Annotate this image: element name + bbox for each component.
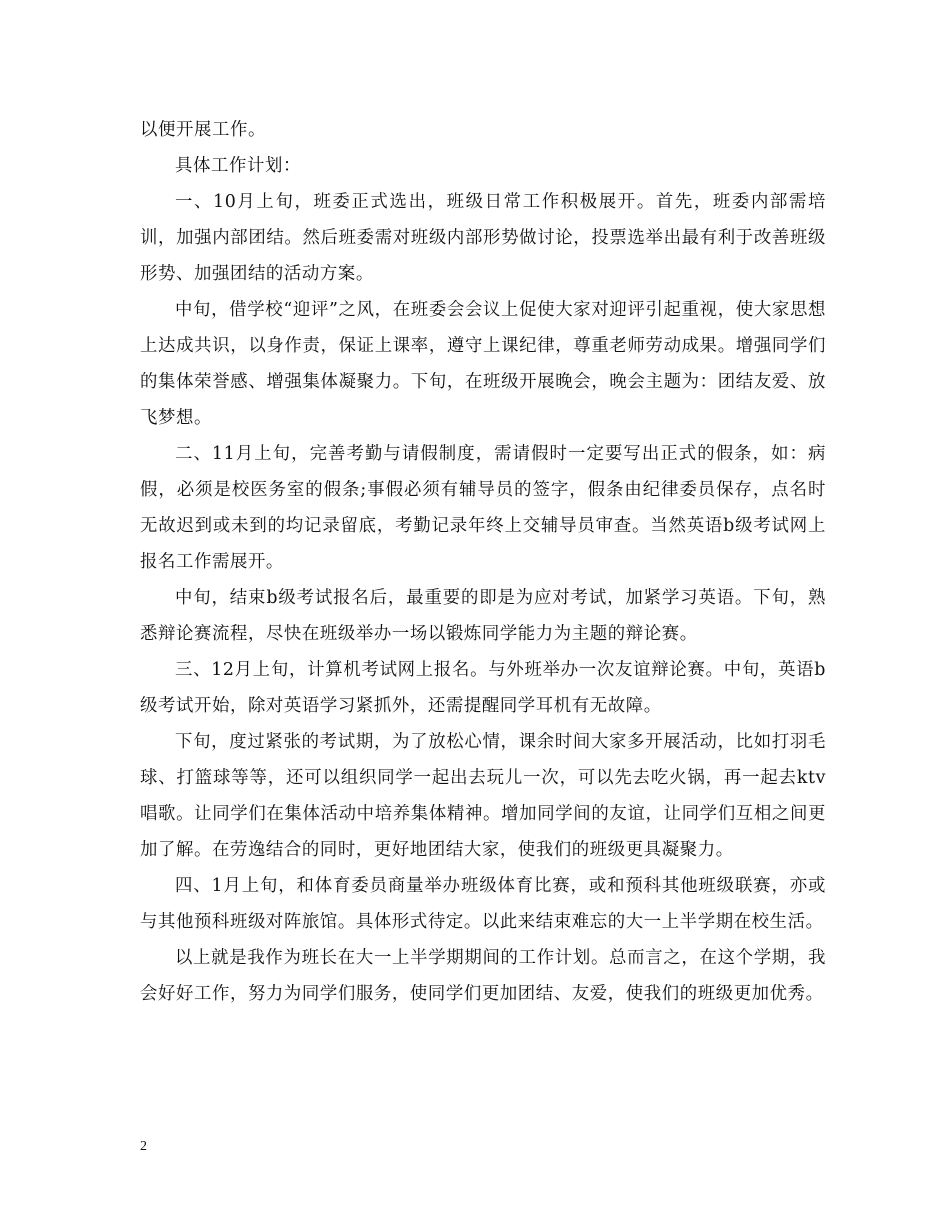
paragraph-december-early-mid: 三、12月上旬，计算机考试网上报名。与外班举办一次友谊辩论赛。中旬，英语b级考试开始，除对英语学习紧抓外，还需提醒同学耳机有无故障。 (140, 660, 826, 716)
document-page (140, 112, 826, 1012)
paragraph-october-early: 一、10月上旬，班委正式选出，班级日常工作积极展开。首先，班委内部需培训，加强内部团结。然后班委需对班级内部形势做讨论，投票选举出最有利于改善班级形势、加强团结的活动方案。 (140, 192, 826, 284)
paragraph-november-mid-late: 中旬，结束b级考试报名后，最重要的即是为应对考试，加紧学习英语。下旬，熟悉辩论赛流程，尽快在班级举办一场以锻炼同学能力为主题的辩论赛。 (140, 588, 826, 644)
page-number: 2 (140, 1139, 147, 1154)
paragraph-january: 四、1月上旬，和体育委员商量举办班级体育比赛，或和预科其他班级联赛，亦或与其他预科班级对阵旅馆。具体形式待定。以此来结束难忘的大一上半学期在校生活。 (140, 876, 826, 932)
paragraph-december-late: 下旬，度过紧张的考试期，为了放松心情，课余时间大家多开展活动，比如打羽毛球、打篮球等等，还可以组织同学一起出去玩儿一次，可以先去吃火锅，再一起去ktv唱歌。让同学们在集体活动中培养集体精神。增加同学间的友谊，让同学们互相之间更加了解。在劳逸结合的同时，更好地团结大家，使我们的班级更具凝聚力。 (140, 732, 826, 860)
paragraph-november-early: 二、11月上旬，完善考勤与请假制度，需请假时一定要写出正式的假条，如：病假，必须是校医务室的假条;事假必须有辅导员的签字，假条由纪律委员保存，点名时无故迟到或未到的均记录留底，考勤记录年终上交辅导员审查。当然英语b级考试网上报名工作需展开。 (140, 444, 826, 572)
paragraph-intro-fragment: 以便开展工作。 (140, 120, 266, 140)
paragraph-plan-heading: 具体工作计划： (175, 156, 301, 176)
paragraph-october-mid-late: 中旬，借学校“迎评”之风，在班委会会议上促使大家对迎评引起重视，使大家思想上达成共识，以身作责，保证上课率，遵守上课纪律，尊重老师劳动成果。增强同学们的集体荣誉感、增强集体凝聚力。下旬，在班级开展晚会，晚会主题为：团结友爱、放飞梦想。 (140, 300, 826, 428)
paragraph-conclusion: 以上就是我作为班长在大一上半学期期间的工作计划。总而言之，在这个学期，我会好好工作，努力为同学们服务，使同学们更加团结、友爱，使我们的班级更加优秀。 (140, 948, 826, 1004)
